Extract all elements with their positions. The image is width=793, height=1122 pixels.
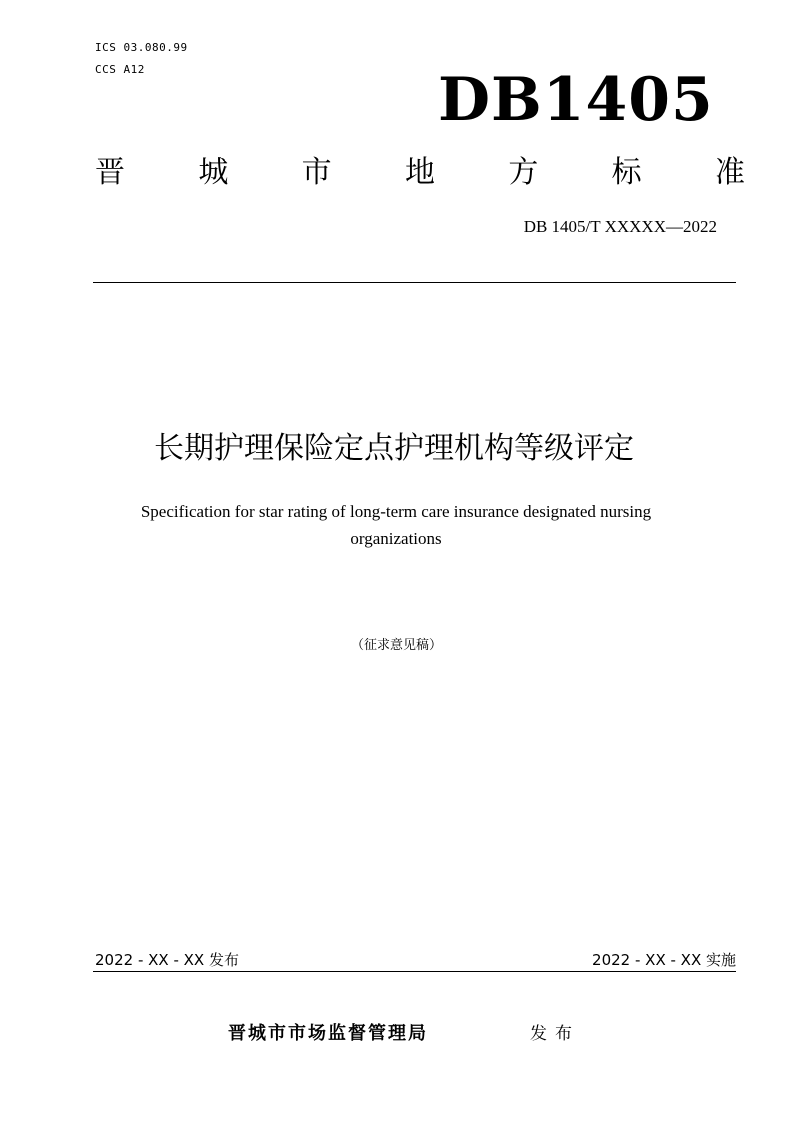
standard-code: DB1405: [438, 65, 714, 135]
draft-status-note: （征求意见稿）: [350, 638, 442, 653]
ics-code: ICS 03.080.99: [95, 41, 188, 54]
document-title-chinese: [0, 426, 793, 472]
standard-type-char: 标: [611, 155, 642, 190]
standard-type-char: 市: [301, 155, 332, 190]
ccs-code: CCS A12: [95, 63, 145, 76]
document-title-chinese-text: 长期护理保险定点护理机构等级评定: [154, 431, 634, 466]
document-title-english: Specification for star rating of long-term care insurance designated nursing organizations: [140, 502, 652, 548]
standard-type: [95, 150, 745, 196]
header-divider: [93, 282, 736, 283]
standard-type-char: 方: [508, 155, 539, 190]
issue-date: 2022 - XX - XX 发布: [95, 951, 239, 969]
standard-type-char: 准: [714, 155, 745, 190]
standard-number: DB 1405/T XXXXX—2022: [523, 217, 717, 236]
footer-divider: [93, 971, 736, 972]
publish-label: 发布: [530, 1024, 580, 1044]
publisher-name: 晋城市市场监督管理局: [228, 1023, 428, 1044]
standard-type-char: 地: [404, 155, 435, 190]
implementation-date: 2022 - XX - XX 实施: [592, 951, 736, 969]
standard-type-char: 城: [198, 155, 229, 190]
standard-type-char: 晋: [95, 155, 125, 190]
